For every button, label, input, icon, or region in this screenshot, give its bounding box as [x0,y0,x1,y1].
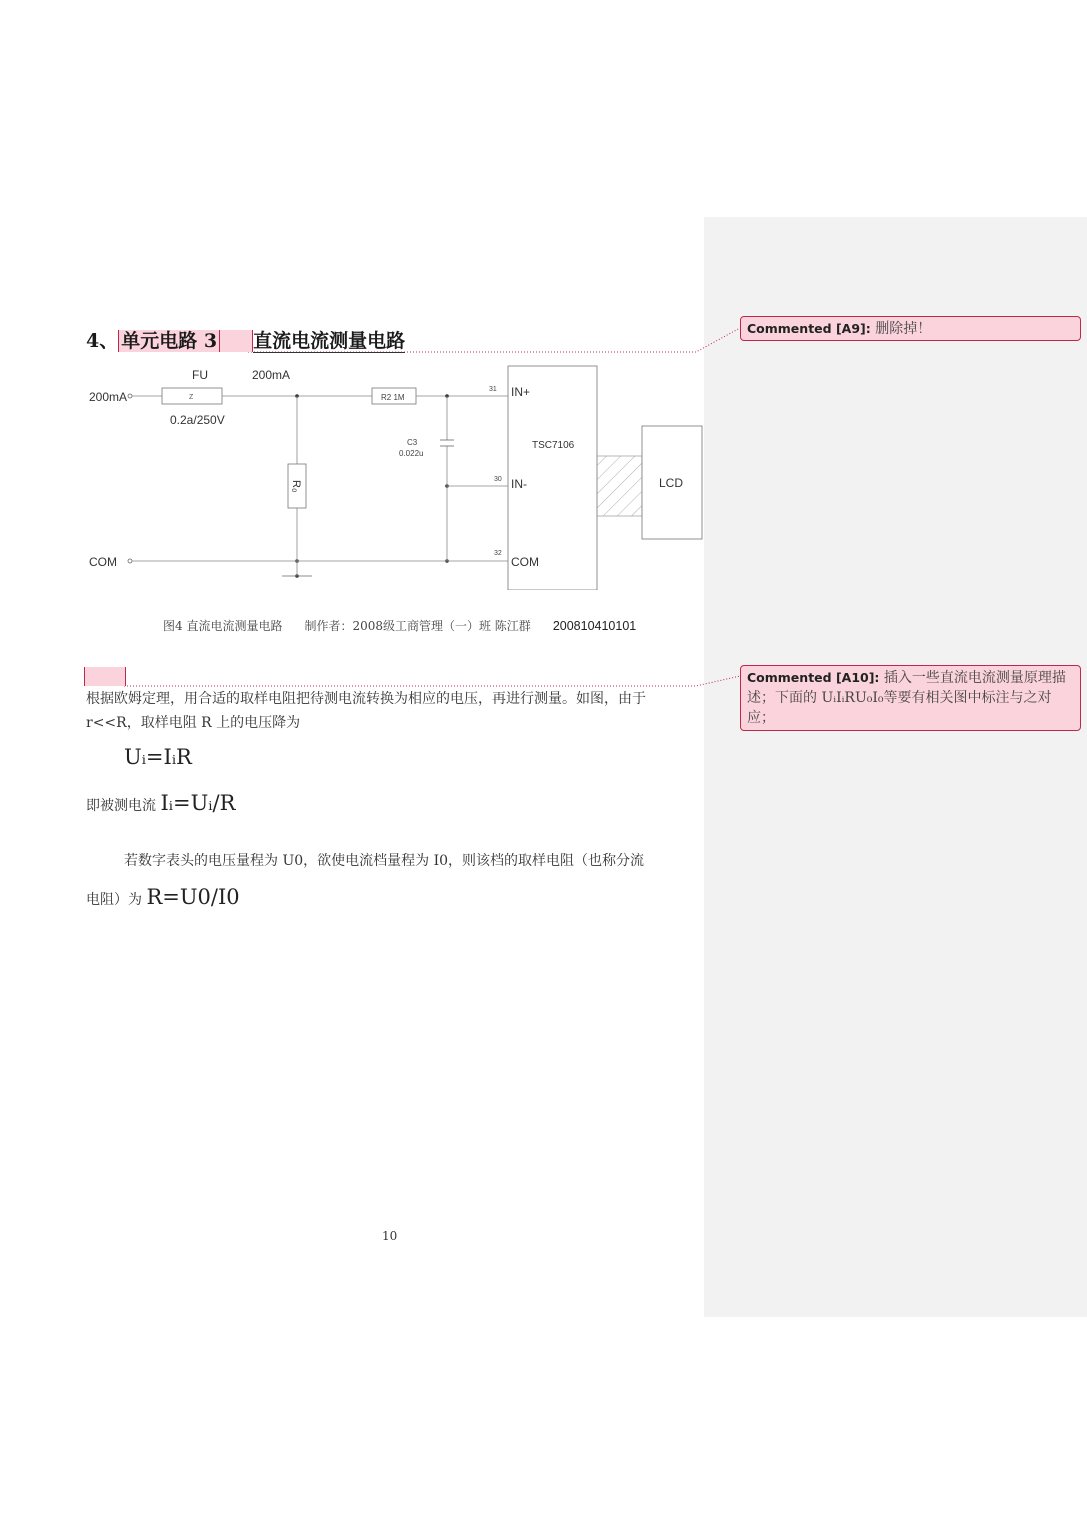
insertion-marker[interactable] [84,667,126,686]
comment-a9[interactable] [740,316,1081,341]
lcd-label: LCD [659,476,684,490]
c3-label: C3 [407,438,418,447]
heading-title: 直流电流测量电路 [253,330,406,352]
section-heading [86,326,405,353]
shunt-resistor-text: 电阻）为 [86,892,147,908]
measured-current-text: 即被测电流 [86,798,161,814]
formula-current: Iᵢ=Uᵢ/R [160,791,236,815]
formula-voltage-drop: Uᵢ=IᵢR [124,745,192,769]
body-line-2 [86,791,235,818]
body-paragraph-3a: 若数字表头的电压量程为 U0，欲使电流档量程为 I0，则该档的取样电阻（也称分流 [124,853,645,869]
dc-current-circuit-diagram [80,360,710,590]
c3-value: 0.022u [399,449,424,458]
figure-caption [163,617,658,634]
fuse-rating-top: 200mA [252,368,291,382]
comment-author: Commented [A10]: [747,670,880,685]
heading-highlight[interactable]: 单元电路 3 [118,330,220,352]
data-bus [597,456,642,516]
pin-30-label: 30 [494,476,502,483]
page-number: 10 [382,1229,398,1243]
comment-a10[interactable] [740,665,1081,731]
com-label-left: COM [89,555,117,569]
pin-32-label: 32 [494,550,502,557]
comment-author: Commented [A9]: [747,321,871,336]
heading-number: 4、 [86,330,119,352]
r0-label: R₀ [290,480,302,493]
caption-id: 200810410101 [552,619,637,633]
fuse-label: FU [192,368,208,382]
pin-31-label: 31 [489,386,497,393]
caption-figure: 图4 直流电流测量电路 [163,619,283,633]
caption-author: 制作者：2008级工商管理（一）班 陈江群 [304,619,531,633]
pin-in-minus: IN- [511,477,527,491]
comment-text: 删除掉！ [875,321,932,337]
r2-label: R2 1M [381,393,405,402]
comment-text: 插入一些直流电流测量原理描述；下面的 UᵢIᵢRU₀I₀等要有相关图中标注与之对应； [747,670,1066,726]
pin-com: COM [511,555,539,569]
body-paragraph-3b [86,885,240,912]
fuse-rating: 0.2a/250V [170,413,225,427]
chip-name: TSC7106 [532,440,575,451]
pin-in-plus: IN+ [511,385,531,399]
input-label: 200mA [89,390,128,404]
fuse-symbol-label: Z [189,394,194,401]
formula-shunt-resistor: R=U0/I0 [146,885,240,909]
body-paragraph-1: 根据欧姆定理，用合适的取样电阻把待测电流转换为相应的电压，再进行测量。如图，由于 r<<R，取样电阻 R 上的电压降为 [86,691,646,731]
